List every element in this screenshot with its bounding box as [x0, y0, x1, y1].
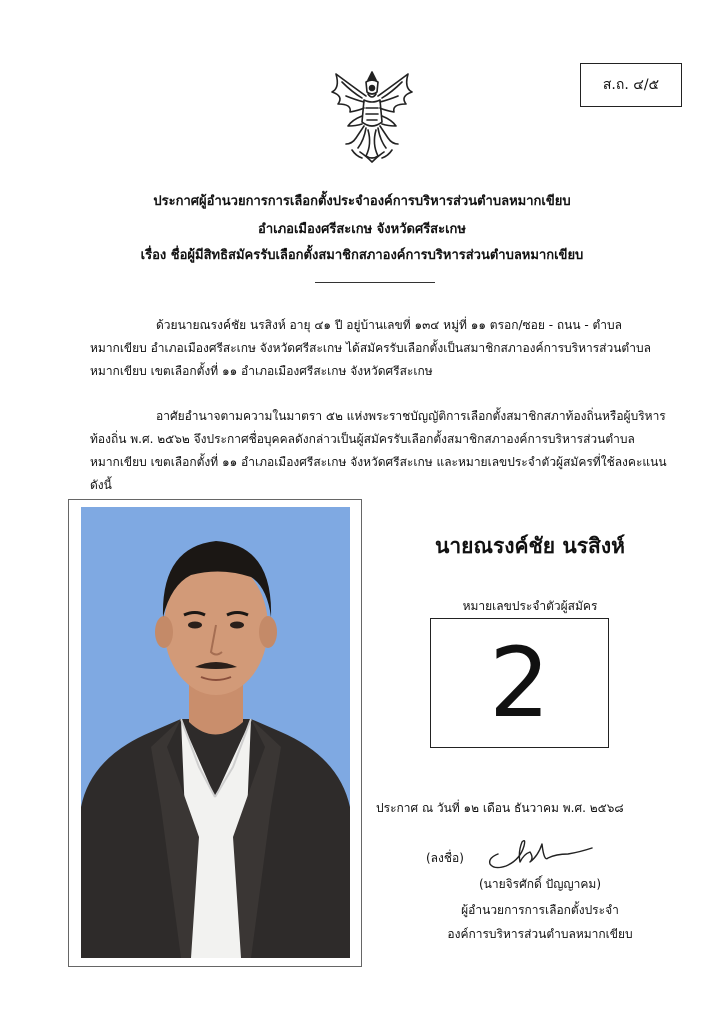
- paragraph-1-line-1: ด้วยนายณรงค์ชัย นรสิงห์ อายุ ๔๑ ปี อยู่บ้านเลขที่ ๑๓๔ หมู่ที่ ๑๑ ตรอก/ซอย - ถนน - ตำบล: [156, 318, 623, 332]
- signer-title-line-1: ผู้อำนวยการการเลือกตั้งประจำ: [461, 903, 619, 917]
- garuda-emblem-icon: [322, 66, 422, 166]
- candidate-photo: [81, 507, 350, 958]
- paragraph-2: [90, 405, 676, 497]
- announcement-date: ประกาศ ณ วันที่ ๑๒ เดือน ธันวาคม พ.ศ. ๒๕๖๘: [376, 801, 624, 815]
- candidate-portrait-icon: [81, 507, 350, 958]
- sign-label: (ลงชื่อ): [426, 851, 464, 865]
- signer-title-line-2: องค์การบริหารส่วนตำบลหมากเขียบ: [447, 927, 633, 941]
- paragraph-1-line-3: หมากเขียบ เขตเลือกตั้งที่ ๑๑ อำเภอเมืองศรีสะเกษ จังหวัดศรีสะเกษ: [90, 364, 433, 378]
- paragraph-2-line-3: หมากเขียบ เขตเลือกตั้งที่ ๑๑ อำเภอเมืองศรีสะเกษ จังหวัดศรีสะเกษ และหมายเลขประจำตัวผู้สมัครที่ใช้ลงคะแนน: [90, 455, 667, 469]
- paragraph-1-line-2: หมากเขียบ อำเภอเมืองศรีสะเกษ จังหวัดศรีสะเกษ ได้สมัครรับเลือกตั้งเป็นสมาชิกสภาองค์การบริหารส่วนตำบล: [90, 341, 651, 355]
- candidate-number-label: หมายเลขประจำตัวผู้สมัคร: [462, 599, 598, 613]
- candidate-number-box: [430, 618, 609, 748]
- form-code-box: [580, 63, 682, 107]
- header-subject: เรื่อง ชื่อผู้มีสิทธิสมัครรับเลือกตั้งสมาชิกสภาองค์การบริหารส่วนตำบลหมากเขียบ: [140, 248, 584, 263]
- header-line-2: อำเภอเมืองศรีสะเกษ จังหวัดศรีสะเกษ: [258, 222, 466, 237]
- header-line-1: ประกาศผู้อำนวยการการเลือกตั้งประจำองค์การบริหารส่วนตำบลหมากเขียบ: [153, 194, 571, 209]
- paragraph-2-line-2: ท้องถิ่น พ.ศ. ๒๕๖๒ จึงประกาศชื่อบุคคลดังกล่าวเป็นผู้สมัครรับเลือกตั้งสมาชิกสภาองค์การบริหารส่วนตำบล: [90, 432, 635, 446]
- candidate-number: 2: [488, 627, 551, 739]
- candidate-name: นายณรงค์ชัย นรสิงห์: [435, 534, 625, 558]
- form-code: ส.ถ. ๔/๕: [602, 77, 660, 93]
- paragraph-2-line-1: อาศัยอำนาจตามความในมาตรา ๕๒ แห่งพระราชบัญญัติการเลือกตั้งสมาชิกสภาท้องถิ่นหรือผู้บริหาร: [156, 409, 666, 423]
- paragraph-2-line-4: ดังนี้: [90, 478, 112, 492]
- signature-icon: [484, 832, 596, 872]
- divider: [315, 282, 435, 283]
- paragraph-1: [90, 314, 676, 383]
- signer-name: (นายจิรศักดิ์ ปัญญาคม): [478, 877, 602, 891]
